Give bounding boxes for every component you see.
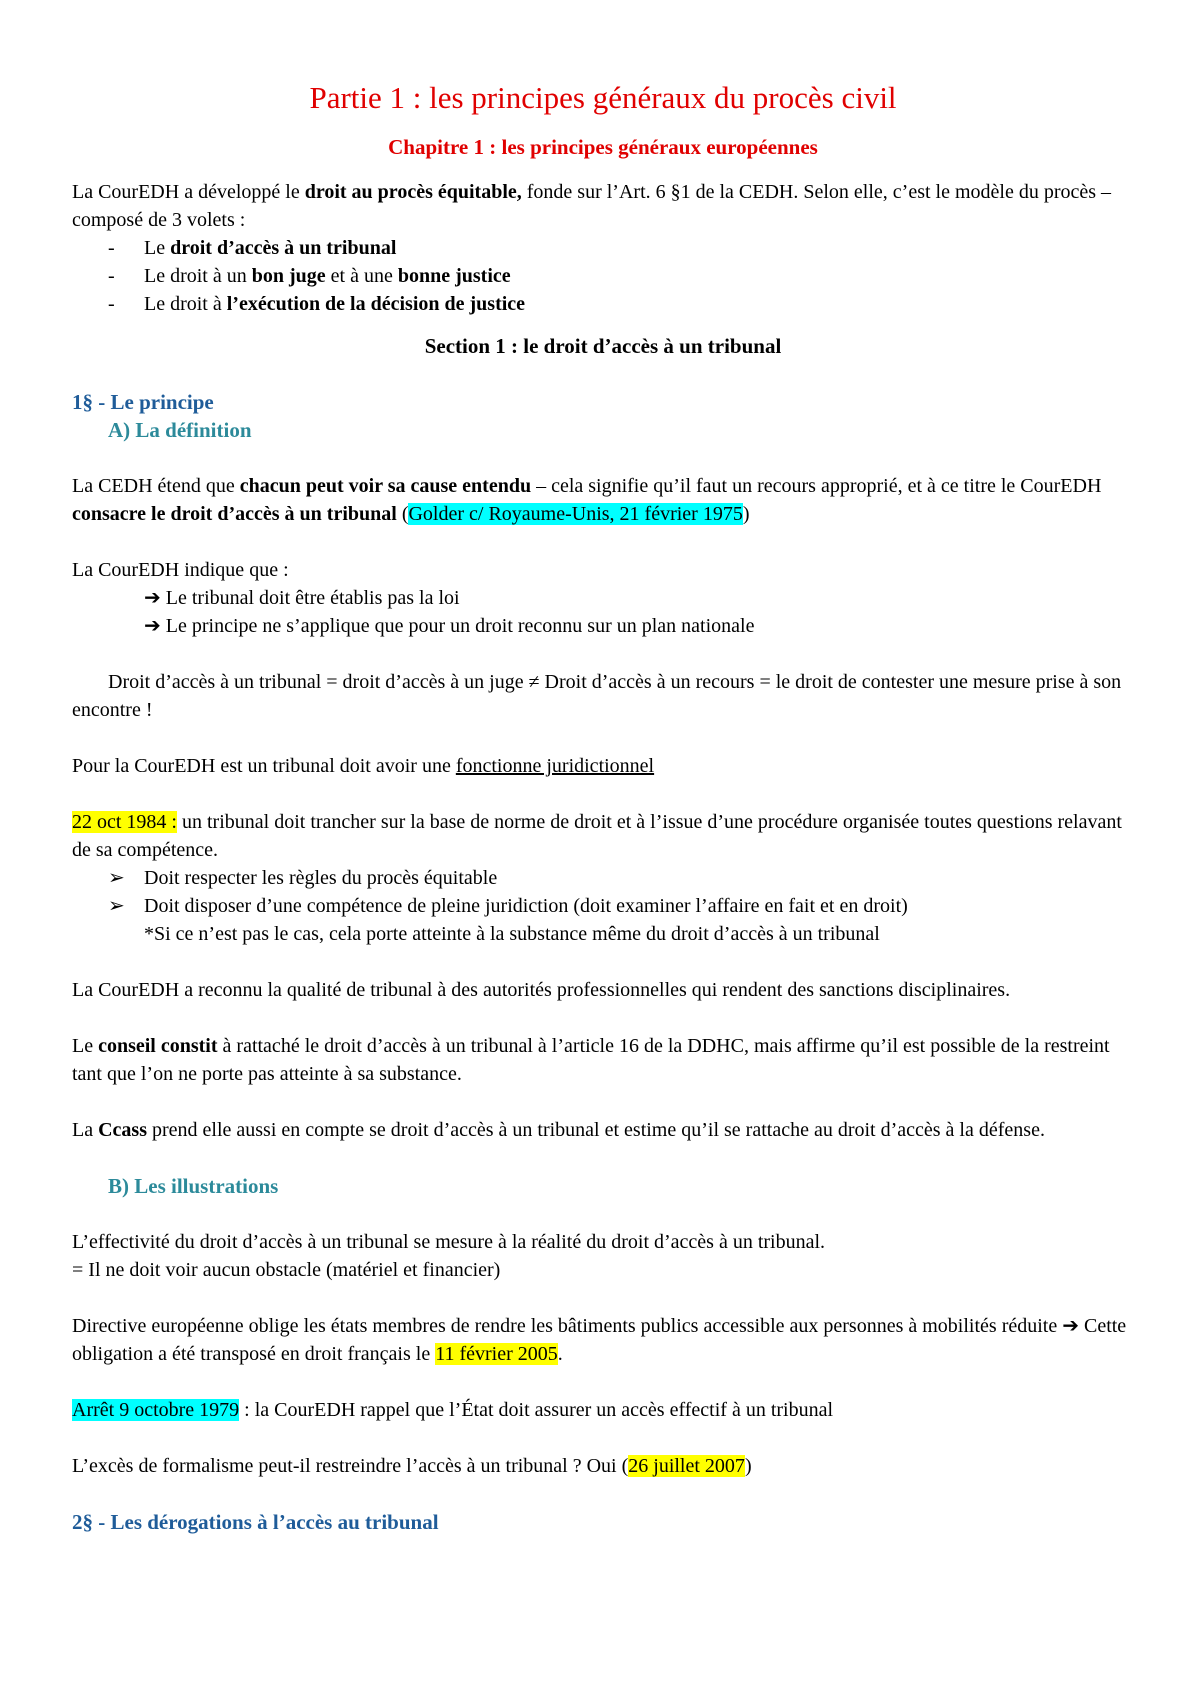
arrow-item: ➔ Le tribunal doit être établis pas la loi [144, 587, 460, 609]
paragraph-droit: Droit d’accès à un tribunal = droit d’accès à un juge ≠ Droit d’accès à un recours = le droit de contester une mesure prise à son encontre ! [72, 671, 1122, 721]
text: à rattaché le droit d’accès à un tribunal à l’article 16 de la DDHC, mais affirme qu’il est possible de la restreint tant que l’on ne porte pas atteinte à sa substance. [72, 1035, 1110, 1085]
text: La CEDH étend que [72, 475, 240, 497]
text: Doit disposer d’une compétence de pleine juridiction (doit examiner l’affaire en fait et en droit) [144, 895, 908, 917]
dash-marker: - [108, 265, 115, 287]
paragraph-arret [72, 1396, 1134, 1424]
note-substance: *Si ce n’est pas le cas, cela porte atteinte à la substance même du droit d’accès à un tribunal [144, 923, 880, 945]
paragraph-conseil [72, 1032, 1134, 1088]
list-item-bold: bon juge [251, 265, 326, 287]
paragraph-qualite: La CourEDH a reconnu la qualité de tribunal à des autorités professionnelles qui rendent des sanctions disciplinaires. [72, 979, 1011, 1001]
triangle-marker: ➢ [108, 867, 125, 889]
list-item-bold: l’exécution de la décision de justice [226, 293, 526, 315]
bold-text: consacre le droit d’accès à un tribunal [72, 503, 397, 525]
list-item-text: et à une [325, 265, 398, 287]
document-title: Partie 1 : les principes généraux du procès civil [309, 80, 897, 115]
highlighted-date: 11 février 2005 [435, 1343, 558, 1365]
highlighted-citation: Golder c/ Royaume-Unis, 21 février 1975 [408, 503, 743, 525]
dash-marker: - [108, 237, 115, 259]
intro-paragraph [72, 178, 1134, 234]
list-item-bold: bonne justice [397, 265, 511, 287]
text: Doit respecter les règles du procès équitable [144, 867, 498, 889]
section-heading: Section 1 : le droit d’accès à un tribunal [424, 334, 782, 358]
list-item-text: Le [144, 237, 171, 259]
triangle-item [72, 864, 1134, 892]
list-item-bold: droit d’accès à un tribunal [170, 237, 397, 259]
paragraph-indique: La CourEDH indique que : [72, 559, 289, 581]
list-item [72, 262, 1134, 290]
triangle-item [72, 892, 1134, 920]
bold-text: Ccass [98, 1119, 147, 1141]
bold-text: chacun peut voir sa cause entendu [239, 475, 532, 497]
dash-marker: - [108, 293, 115, 315]
bold-text: conseil constit [98, 1035, 218, 1057]
list-item [72, 290, 1134, 318]
text: La [72, 1119, 99, 1141]
paragraph-ccass [72, 1116, 1134, 1144]
paragraph-effectivite-1: L’effectivité du droit d’accès à un tribunal se mesure à la réalité du droit d’accès à un tribunal. [72, 1231, 826, 1253]
highlighted-date: 22 oct 1984 : [72, 811, 177, 833]
list-item [72, 234, 1134, 262]
intro-bold-1: droit au procès équitable, [304, 181, 522, 203]
highlighted-citation: Arrêt 9 octobre 1979 [72, 1399, 240, 1421]
heading-illustrations: B) Les illustrations [108, 1174, 279, 1198]
text: ( [396, 503, 409, 525]
chapter-heading: Chapitre 1 : les principes généraux européennes [388, 135, 818, 159]
paragraph-exces [72, 1452, 1134, 1480]
text: un tribunal doit trancher sur la base de norme de droit et à l’issue d’une procédure organisée toutes questions relavant de sa compétence. [72, 811, 1122, 861]
text: – cela signifie qu’il faut un recours approprié, et à ce titre le CourEDH [531, 475, 1102, 497]
text: Pour la CourEDH est un tribunal doit avoir une [72, 755, 456, 777]
intro-text-1: La CourEDH a développé le [72, 181, 305, 203]
volets-list [72, 234, 1134, 318]
list-item-text: Le droit à un [144, 265, 252, 287]
paragraph-effectivite-2: = Il ne doit voir aucun obstacle (matériel et financier) [72, 1259, 501, 1281]
text: Le [72, 1035, 99, 1057]
highlighted-date: 26 juillet 2007 [628, 1455, 745, 1477]
heading-definition: A) La définition [108, 418, 252, 442]
text: : la CourEDH rappel que l’État doit assurer un accès effectif à un tribunal [239, 1399, 834, 1421]
intro-text-2: fonde sur l’Art. 6 §1 de la CEDH. Selon elle, c’est le modèle du procès – composé de 3 volets : [72, 181, 1112, 231]
text: ) [744, 1455, 752, 1477]
text: ) [742, 503, 750, 525]
paragraph-pour [72, 752, 1134, 780]
text: . [557, 1343, 563, 1365]
heading-derogations: 2§ - Les dérogations à l’accès au tribunal [72, 1510, 439, 1534]
text: L’excès de formalisme peut-il restreindre l’accès à un tribunal ? Oui ( [72, 1455, 629, 1477]
underlined-text: fonctionne juridictionnel [455, 755, 655, 777]
text: Directive européenne oblige les états membres de rendre les bâtiments publics accessible aux personnes à mobilités réduite ➔ Cette obligation a été transposé en droit français le [72, 1315, 1127, 1365]
list-item-text: Le droit à [144, 293, 227, 315]
triangle-marker: ➢ [108, 895, 125, 917]
paragraph-1984 [72, 808, 1134, 864]
heading-principe: 1§ - Le principe [72, 390, 214, 414]
text: prend elle aussi en compte se droit d’accès à un tribunal et estime qu’il se rattache au droit d’accès à la défense. [146, 1119, 1045, 1141]
paragraph-cedh [72, 472, 1134, 528]
paragraph-directive [72, 1312, 1134, 1368]
arrow-item: ➔ Le principe ne s’applique que pour un droit reconnu sur un plan nationale [144, 615, 755, 637]
